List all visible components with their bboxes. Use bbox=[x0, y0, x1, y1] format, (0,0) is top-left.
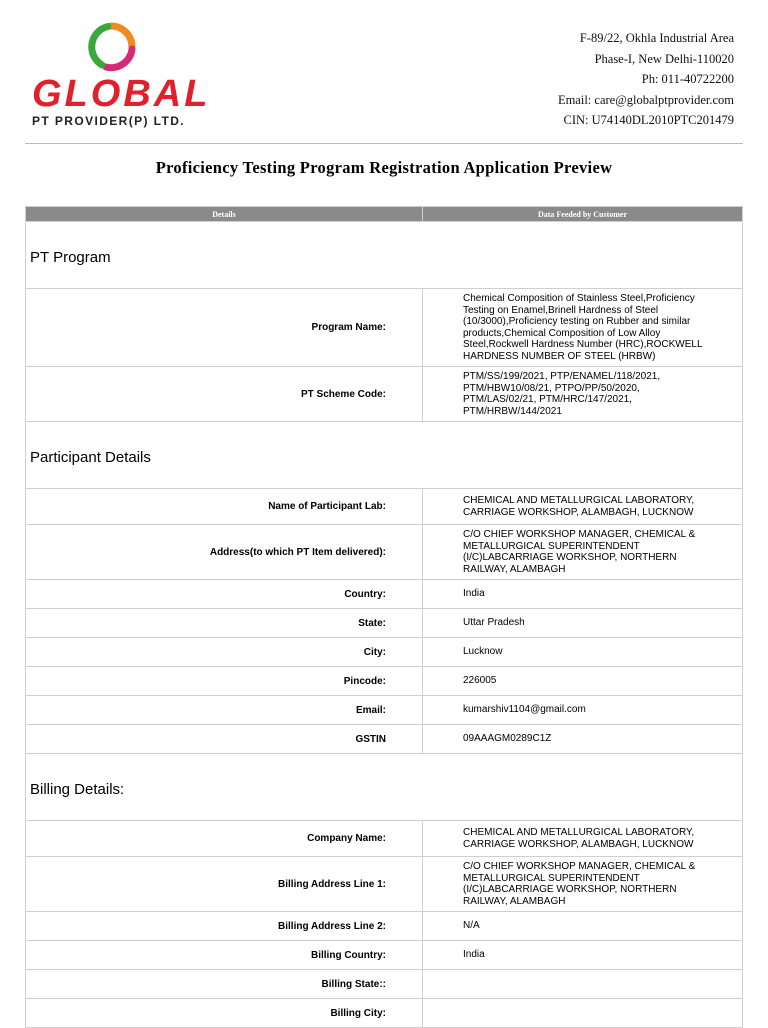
table-row bbox=[26, 289, 743, 367]
table-row bbox=[26, 970, 743, 999]
row-value: N/A bbox=[423, 912, 743, 941]
page-title: Proficiency Testing Program Registration Application Preview bbox=[155, 158, 613, 177]
row-value: 09AAAGM0289C1Z bbox=[423, 725, 743, 754]
section-billing-details bbox=[26, 754, 743, 821]
logo-ring-icon bbox=[86, 22, 136, 72]
section-heading: Billing Details: bbox=[30, 780, 125, 798]
address-line-1: F-89/22, Okhla Industrial Area bbox=[579, 31, 734, 45]
row-label: PT Scheme Code: bbox=[26, 367, 423, 422]
company-logo bbox=[30, 22, 220, 132]
section-heading: PT Program bbox=[30, 248, 111, 266]
row-value: Uttar Pradesh bbox=[423, 609, 743, 638]
section-heading: Participant Details bbox=[30, 448, 151, 466]
company-email: Email: care@globalptprovider.com bbox=[557, 92, 734, 107]
table-row bbox=[26, 580, 743, 609]
logo-subtitle: PT PROVIDER(P) LTD. bbox=[32, 114, 186, 128]
row-value: Chemical Composition of Stainless Steel,Proficiency Testing on Enamel,Brinell Hardness of Steel (10/3000),Proficiency testing on Rubber and similar products,Chemical Composition of Low Alloy Steel,Rockwell Hardness Number (HRC),ROCKWELL HARDNESS NUMBER OF STEEL (HRBW) bbox=[423, 289, 743, 367]
logo-wordmark: GLOBAL bbox=[32, 73, 211, 115]
row-label: Address(to which PT Item delivered): bbox=[26, 525, 423, 580]
row-label: Program Name: bbox=[26, 289, 423, 367]
row-value bbox=[423, 999, 743, 1028]
row-value: Lucknow bbox=[423, 638, 743, 667]
row-label: Billing Address Line 2: bbox=[26, 912, 423, 941]
row-value: kumarshiv1104@gmail.com bbox=[423, 696, 743, 725]
row-value: India bbox=[423, 941, 743, 970]
row-value: 226005 bbox=[423, 667, 743, 696]
row-value: C/O CHIEF WORKSHOP MANAGER, CHEMICAL & METALLURGICAL SUPERINTENDENT (I/C)LABCARRIAGE WORKSHOP, NORTHERN RAILWAY, ALAMBAGH bbox=[423, 857, 743, 912]
row-label: Name of Participant Lab: bbox=[26, 489, 423, 525]
row-label: GSTIN bbox=[26, 725, 423, 754]
section-pt-program bbox=[26, 222, 743, 289]
row-label: City: bbox=[26, 638, 423, 667]
table-row bbox=[26, 857, 743, 912]
section-participant-details bbox=[26, 422, 743, 489]
table-row bbox=[26, 725, 743, 754]
company-cin: CIN: U74140DL2010PTC201479 bbox=[563, 113, 734, 127]
letterhead bbox=[0, 0, 768, 145]
address-line-2: Phase-I, New Delhi-110020 bbox=[594, 51, 734, 66]
header-divider bbox=[25, 143, 743, 144]
row-label: State: bbox=[26, 609, 423, 638]
table-row bbox=[26, 489, 743, 525]
table-row bbox=[26, 609, 743, 638]
table-row bbox=[26, 696, 743, 725]
row-value: India bbox=[423, 580, 743, 609]
table-row bbox=[26, 941, 743, 970]
table-row bbox=[26, 667, 743, 696]
table-row bbox=[26, 912, 743, 941]
table-row bbox=[26, 999, 743, 1028]
row-label: Billing Address Line 1: bbox=[26, 857, 423, 912]
company-address-block bbox=[558, 28, 734, 131]
table-row bbox=[26, 638, 743, 667]
row-value: C/O CHIEF WORKSHOP MANAGER, CHEMICAL & METALLURGICAL SUPERINTENDENT (I/C)LABCARRIAGE WORKSHOP, NORTHERN RAILWAY, ALAMBAGH bbox=[423, 525, 743, 580]
row-value: CHEMICAL AND METALLURGICAL LABORATORY, CARRIAGE WORKSHOP, ALAMBAGH, LUCKNOW bbox=[423, 821, 743, 857]
row-label: Billing Country: bbox=[26, 941, 423, 970]
table-row bbox=[26, 525, 743, 580]
row-value: CHEMICAL AND METALLURGICAL LABORATORY, CARRIAGE WORKSHOP, ALAMBAGH, LUCKNOW bbox=[423, 489, 743, 525]
row-label: Company Name: bbox=[26, 821, 423, 857]
row-value bbox=[423, 970, 743, 999]
registration-table bbox=[25, 206, 743, 1028]
column-header-details: Details bbox=[26, 207, 423, 222]
table-header-row bbox=[26, 207, 743, 222]
row-label: Country: bbox=[26, 580, 423, 609]
table-row bbox=[26, 367, 743, 422]
row-label: Billing City: bbox=[26, 999, 423, 1028]
row-label: Email: bbox=[26, 696, 423, 725]
company-phone: Ph: 011-40722200 bbox=[641, 72, 734, 86]
table-row bbox=[26, 821, 743, 857]
row-value: PTM/SS/199/2021, PTP/ENAMEL/118/2021, PTM/HBW10/08/21, PTPO/PP/50/2020, PTM/LAS/02/21, PTM/HRC/147/2021, PTM/HRBW/144/2021 bbox=[423, 367, 743, 422]
row-label: Pincode: bbox=[26, 667, 423, 696]
row-label: Billing State:: bbox=[26, 970, 423, 999]
column-header-data: Data Feeded by Customer bbox=[423, 207, 743, 222]
